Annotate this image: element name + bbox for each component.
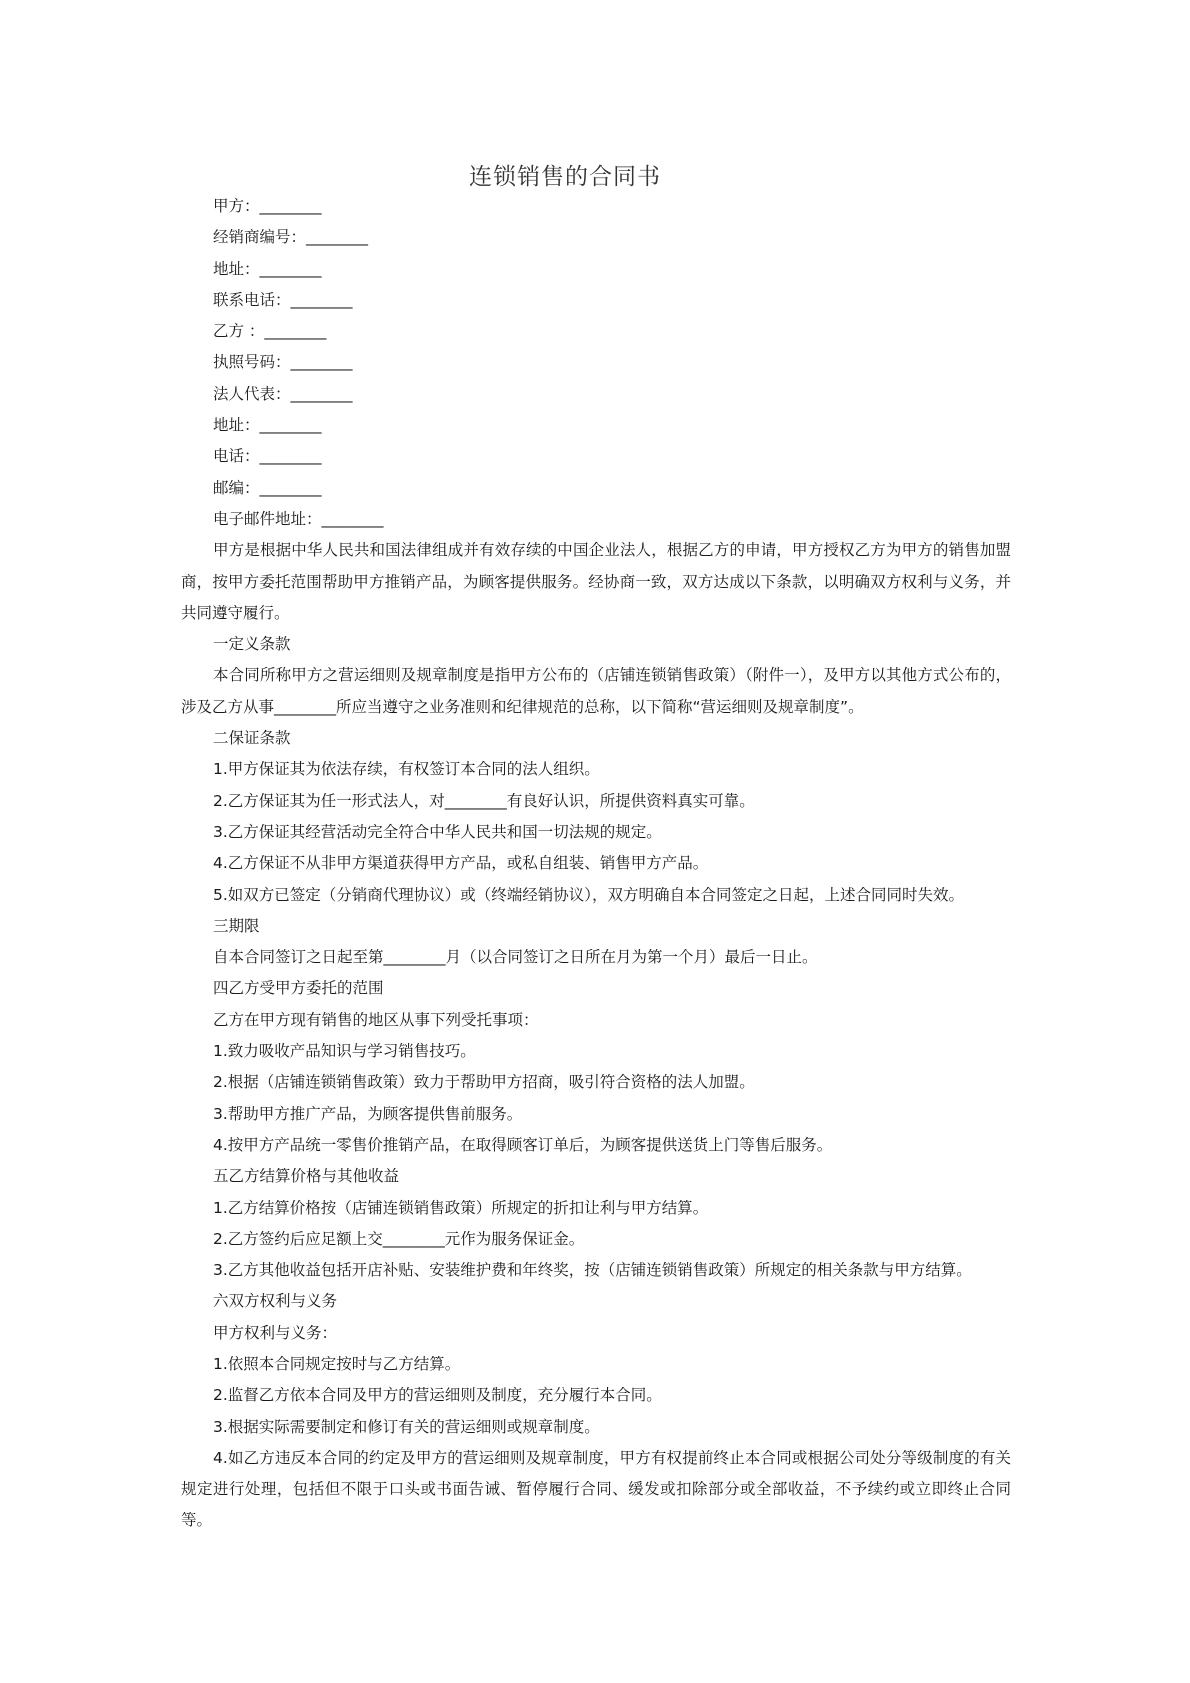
clause-item: 2.乙方保证其为任一形式法人，对________有良好认识，所提供资料真实可靠。 (213, 791, 755, 810)
section-heading-rights: 六双方权利与义务 (213, 1292, 338, 1311)
clause-item: 3.乙方其他收益包括开店补贴、安装维护费和年终奖，按（店铺连锁销售政策）所规定的相关条款与甲方结算。 (213, 1261, 972, 1280)
clause-item: 5.如双方已签定（分销商代理协议）或（终端经销协议），双方明确自本合同签定之日起，上述合同同时失效。 (213, 885, 965, 904)
clause-item: 3.帮助甲方推广产品，为顾客提供售前服务。 (213, 1104, 523, 1123)
clause-item: 乙方在甲方现有销售的地区从事下列受托事项： (213, 1010, 539, 1029)
party-a-phone-field: 联系电话：________ (213, 290, 353, 309)
section-heading-definitions: 一定义条款 (213, 635, 291, 654)
legal-representative-field: 法人代表：________ (213, 384, 353, 403)
clause-item: 1.甲方保证其为依法存续，有权签订本合同的法人组织。 (213, 760, 600, 779)
clause-item: 甲方权利与义务： (213, 1323, 338, 1342)
termination-paragraph: 4.如乙方违反本合同的约定及甲方的营运细则及规章制度，甲方有权提前终止本合同或根据公司处分等级制度的有关规定进行处理，包括但不限于口头或书面告诫、暂停履行合同、缓发或扣除部分或全部收益，不予续约或立即终止合同等。 (181, 1448, 1011, 1530)
clause-item: 4.乙方保证不从非甲方渠道获得甲方产品，或私自组装、销售甲方产品。 (213, 854, 709, 873)
document-title: 连锁销售的合同书 (469, 164, 661, 190)
section-heading-scope: 四乙方受甲方委托的范围 (213, 979, 384, 998)
party-b-phone-field: 电话：________ (213, 447, 322, 466)
clause-item: 4.按甲方产品统一零售价推销产品，在取得顾客订单后，为顾客提供送货上门等售后服务。 (213, 1135, 833, 1154)
party-b-field: 乙方 ：________ (213, 322, 327, 341)
party-b-address-field: 地址：________ (213, 416, 322, 435)
postcode-field: 邮编：________ (213, 478, 322, 497)
section-heading-settlement: 五乙方结算价格与其他收益 (213, 1167, 400, 1186)
clause-item: 3.根据实际需要制定和修订有关的营运细则或规章制度。 (213, 1417, 600, 1436)
section-heading-term: 三期限 (213, 916, 260, 935)
dealer-number-field: 经销商编号：________ (213, 228, 369, 247)
party-a-address-field: 地址：________ (213, 259, 322, 278)
party-a-field: 甲方：________ (213, 197, 322, 215)
clause-item: 1.依照本合同规定按时与乙方结算。 (213, 1354, 461, 1373)
clause-item: 2.乙方签约后应足额上交________元作为服务保证金。 (213, 1229, 585, 1248)
intro-paragraph: 甲方是根据中华人民共和国法律组成并有效存续的中国企业法人，根据乙方的申请，甲方授权乙方为甲方的销售加盟商，按甲方委托范围帮助甲方推销产品，为顾客提供服务。经协商一致，双方达成以下条款，以明确双方权利与义务，并共同遵守履行。 (181, 541, 1011, 622)
clause-item: 3.乙方保证其经营活动完全符合中华人民共和国一切法规的规定。 (213, 822, 662, 841)
clause-item: 2.监督乙方依本合同及甲方的营运细则及制度，充分履行本合同。 (213, 1386, 662, 1405)
document-body (181, 191, 1011, 1537)
clause-item: 1.乙方结算价格按（店铺连锁销售政策）所规定的折扣让利与甲方结算。 (213, 1198, 709, 1217)
clause-item: 2.根据（店铺连锁销售政策）致力于帮助甲方招商，吸引符合资格的法人加盟。 (213, 1073, 755, 1092)
email-field: 电子邮件地址：________ (213, 509, 384, 528)
clause-item: 自本合同签订之日起至第________月（以合同签订之日所在月为第一个月）最后一日止。 (213, 948, 818, 967)
clause-item: 1.致力吸收产品知识与学习销售技巧。 (213, 1042, 476, 1061)
definitions-paragraph: 本合同所称甲方之营运细则及规章制度是指甲方公布的（店铺连锁销售政策）（附件一），及甲方以其他方式公布的，涉及乙方从事________所应当遵守之业务准则和纪律规范的总称，以下简称“营运细则及规章制度”。 (181, 666, 1011, 716)
section-heading-guarantees: 二保证条款 (213, 729, 291, 748)
license-number-field: 执照号码：________ (213, 353, 353, 372)
